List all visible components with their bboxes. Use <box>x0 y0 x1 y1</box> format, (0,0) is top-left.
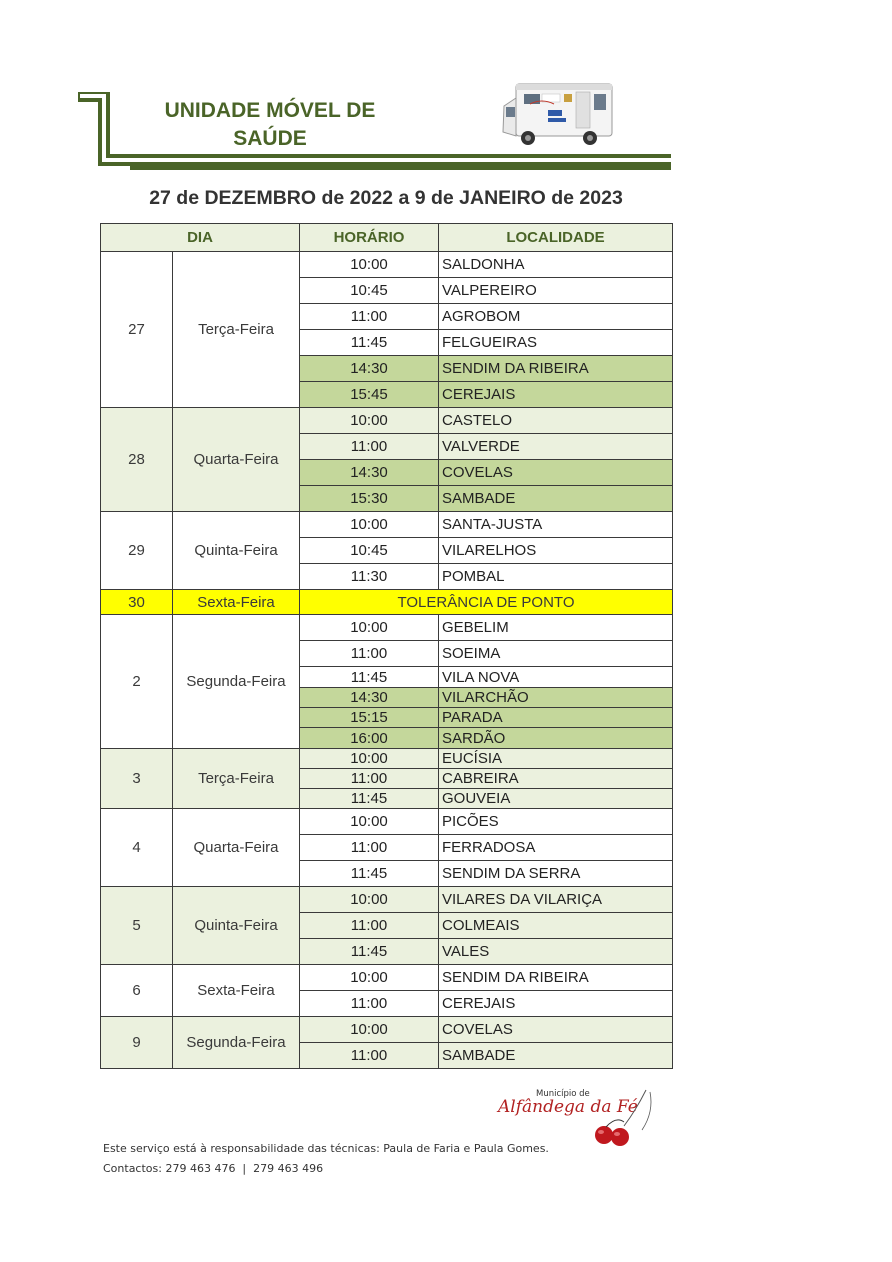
location-cell: PICÕES <box>439 809 673 835</box>
location-cell: VILARCHÃO <box>439 688 673 708</box>
time-cell: 10:45 <box>300 278 439 304</box>
time-cell: 15:45 <box>300 382 439 408</box>
day-number: 28 <box>101 408 173 512</box>
day-weekday: Quarta-Feira <box>173 809 300 887</box>
day-weekday: Quinta-Feira <box>173 512 300 590</box>
location-cell: VALPEREIRO <box>439 278 673 304</box>
location-cell: CABREIRA <box>439 769 673 789</box>
time-cell: 14:30 <box>300 460 439 486</box>
time-cell: 11:45 <box>300 667 439 688</box>
location-cell: CASTELO <box>439 408 673 434</box>
time-cell: 11:00 <box>300 913 439 939</box>
time-cell: 10:00 <box>300 887 439 913</box>
location-cell: COVELAS <box>439 1017 673 1043</box>
table-row <box>101 512 673 538</box>
day-number: 29 <box>101 512 173 590</box>
time-cell: 11:00 <box>300 769 439 789</box>
day-number: 27 <box>101 252 173 408</box>
time-cell: 10:00 <box>300 408 439 434</box>
day-weekday: Sexta-Feira <box>173 965 300 1017</box>
logo-top-text: Município de <box>536 1089 590 1099</box>
location-cell: SARDÃO <box>439 728 673 749</box>
page-title: UNIDADE MÓVEL DE SAÚDE <box>164 99 376 150</box>
location-cell: VILARELHOS <box>439 538 673 564</box>
location-cell: PARADA <box>439 708 673 728</box>
day-weekday: Quarta-Feira <box>173 408 300 512</box>
time-cell: 11:00 <box>300 835 439 861</box>
location-cell: SAMBADE <box>439 486 673 512</box>
time-cell: 10:45 <box>300 538 439 564</box>
cherries-logo-icon <box>595 1120 629 1146</box>
table-row <box>101 749 673 769</box>
time-cell: 11:00 <box>300 991 439 1017</box>
time-cell: 14:30 <box>300 356 439 382</box>
day-number: 3 <box>101 749 173 809</box>
location-cell: VALVERDE <box>439 434 673 460</box>
table-row <box>101 408 673 434</box>
logo-script-text: Alfândega da Fé <box>498 1097 638 1117</box>
time-cell: 10:00 <box>300 252 439 278</box>
location-cell: CEREJAIS <box>439 991 673 1017</box>
time-cell: 15:15 <box>300 708 439 728</box>
time-cell: 11:45 <box>300 330 439 356</box>
time-cell: 11:00 <box>300 434 439 460</box>
day-weekday: Segunda-Feira <box>173 1017 300 1069</box>
location-cell: GOUVEIA <box>439 789 673 809</box>
time-cell: 14:30 <box>300 688 439 708</box>
time-cell: 10:00 <box>300 749 439 769</box>
location-cell: EUCÍSIA <box>439 749 673 769</box>
column-header-horario: HORÁRIO <box>300 224 439 252</box>
footer-responsibility-text: Este serviço está à responsabilidade das técnicas: Paula de Faria e Paula Gomes. <box>103 1142 549 1155</box>
date-range-heading: 27 de DEZEMBRO de 2022 a 9 de JANEIRO de 2023 <box>149 187 623 209</box>
time-cell: 10:00 <box>300 615 439 641</box>
location-cell: AGROBOM <box>439 304 673 330</box>
location-cell: VILARES DA VILARIÇA <box>439 887 673 913</box>
time-cell: 11:45 <box>300 939 439 965</box>
table-row <box>101 965 673 991</box>
time-cell: 11:30 <box>300 564 439 590</box>
day-number: 6 <box>101 965 173 1017</box>
location-cell: SOEIMA <box>439 641 673 667</box>
time-cell: 10:00 <box>300 512 439 538</box>
location-cell: COVELAS <box>439 460 673 486</box>
location-cell: COLMEAIS <box>439 913 673 939</box>
location-cell: SAMBADE <box>439 1043 673 1069</box>
location-cell: VALES <box>439 939 673 965</box>
location-cell: VILA NOVA <box>439 667 673 688</box>
location-cell: SENDIM DA RIBEIRA <box>439 356 673 382</box>
day-weekday: Segunda-Feira <box>173 615 300 749</box>
location-cell: FELGUEIRAS <box>439 330 673 356</box>
ambulance-van-icon <box>502 80 616 152</box>
time-cell: 10:00 <box>300 965 439 991</box>
location-cell: FERRADOSA <box>439 835 673 861</box>
location-cell: SALDONHA <box>439 252 673 278</box>
location-cell: POMBAL <box>439 564 673 590</box>
municipality-logo <box>496 1086 658 1146</box>
time-cell: 11:00 <box>300 641 439 667</box>
time-cell: 10:00 <box>300 809 439 835</box>
table-row-holiday <box>101 590 673 615</box>
table-row <box>101 252 673 278</box>
location-cell: CEREJAIS <box>439 382 673 408</box>
location-cell: GEBELIM <box>439 615 673 641</box>
time-cell: 11:45 <box>300 861 439 887</box>
location-cell: SENDIM DA RIBEIRA <box>439 965 673 991</box>
day-number: 30 <box>101 590 173 615</box>
location-cell: SANTA-JUSTA <box>439 512 673 538</box>
day-weekday: Quinta-Feira <box>173 887 300 965</box>
time-cell: 11:00 <box>300 304 439 330</box>
footer-contacts-text: Contactos: 279 463 476 | 279 463 496 <box>103 1162 324 1175</box>
holiday-note: TOLERÂNCIA DE PONTO <box>300 590 673 615</box>
day-weekday: Terça-Feira <box>173 252 300 408</box>
day-weekday: Terça-Feira <box>173 749 300 809</box>
day-number: 2 <box>101 615 173 749</box>
location-cell: SENDIM DA SERRA <box>439 861 673 887</box>
day-number: 4 <box>101 809 173 887</box>
day-number: 5 <box>101 887 173 965</box>
schedule-body <box>101 252 673 1069</box>
table-row <box>101 1017 673 1043</box>
column-header-dia: DIA <box>101 224 300 252</box>
day-number: 9 <box>101 1017 173 1069</box>
time-cell: 11:45 <box>300 789 439 809</box>
day-weekday: Sexta-Feira <box>173 590 300 615</box>
table-row <box>101 887 673 913</box>
time-cell: 16:00 <box>300 728 439 749</box>
column-header-localidade: LOCALIDADE <box>439 224 673 252</box>
table-header-row <box>101 224 673 252</box>
time-cell: 15:30 <box>300 486 439 512</box>
time-cell: 10:00 <box>300 1017 439 1043</box>
schedule-table <box>100 223 673 1069</box>
table-row <box>101 809 673 835</box>
table-row <box>101 615 673 641</box>
time-cell: 11:00 <box>300 1043 439 1069</box>
